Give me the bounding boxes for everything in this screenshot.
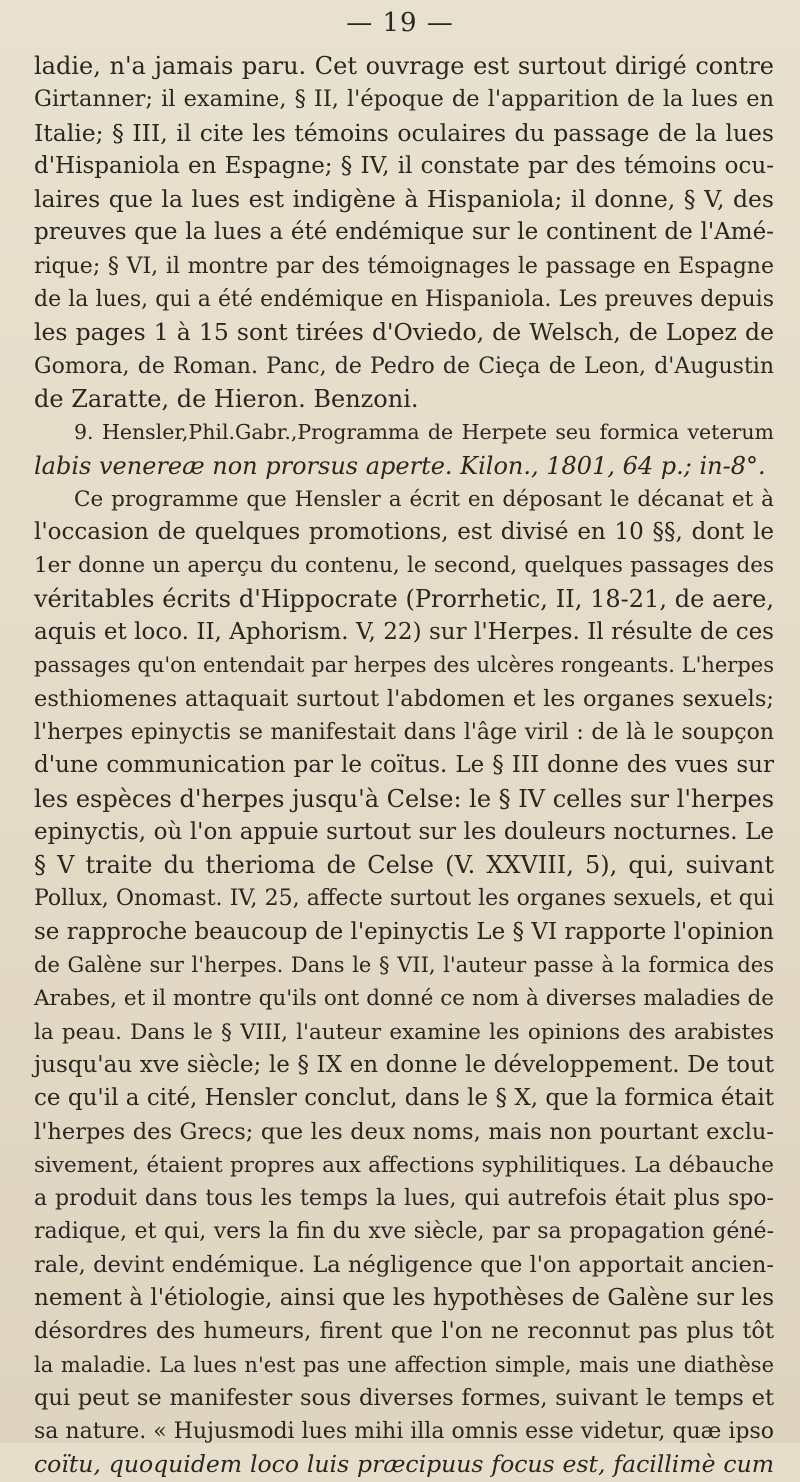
text-line: ce qu'il a cité, Hensler conclut, dans le § X, que la formica était [34, 1085, 774, 1112]
bibliography-entry-title: labis venereæ non prorsus aperte. Kilon., 1801, 64 p.; in-8°. [34, 451, 766, 480]
text-line: a produit dans tous les temps la lues, qui autrefois était plus spo- [34, 1186, 774, 1212]
text-line: la maladie. La lues n'est pas une affection simple, mais une diathèse [34, 1352, 774, 1377]
page-number: — 19 — [346, 8, 454, 38]
text-line: radique, et qui, vers la fin du xve siècle, par sa propagation géné- [34, 1219, 774, 1245]
text-line: passages qu'on entendait par herpes des ulcères rongeants. L'herpes [34, 653, 774, 678]
text-line: la peau. Dans le § VIII, l'auteur examine les opinions des arabistes [34, 1019, 774, 1045]
text-line: de la lues, qui a été endémique en Hispaniola. Les preuves depuis [34, 287, 774, 313]
text-line: l'occasion de quelques promotions, est divisé en 10 §§, dont le [34, 519, 774, 546]
text-line: d'une communication par le coïtus. Le § III donne des vues sur [34, 752, 774, 779]
body-text [34, 50, 774, 1482]
text-line: epinyctis, où l'on appuie surtout sur les douleurs nocturnes. Le [34, 818, 774, 845]
text-line: esthiomenes attaquait surtout l'abdomen et les organes sexuels; [34, 685, 774, 712]
text-line: rique; § VI, il montre par des témoignages le passage en Espagne [34, 253, 774, 279]
bibliography-entry-heading: 9. Hensler,Phil.Gabr.,Programma de Herpete seu formica veterum [74, 420, 774, 445]
text-line: Italie; § III, il cite les témoins oculaires du passage de la lues [34, 118, 774, 147]
text-line: sa nature. « Hujusmodi lues mihi illa omnis esse videtur, quæ ipso [34, 1419, 774, 1445]
text-line: de Galène sur l'herpes. Dans le § VII, l'auteur passe à la formica des [34, 953, 774, 978]
text-line: aquis et loco. II, Aphorism. V, 22) sur l'Herpes. Il résulte de ces [34, 619, 774, 646]
text-line: Arabes, et il montre qu'ils ont donné ce nom à diverses maladies de [34, 986, 774, 1012]
text-line: de Zaratte, de Hieron. Benzoni. [34, 384, 419, 413]
text-line: Pollux, Onomast. IV, 25, affecte surtout les organes sexuels, et qui [34, 886, 774, 912]
text-line: coïtu, quoquidem loco luis præcipuus focus est, facillimè cum [34, 1450, 774, 1479]
text-line: ladie, n'a jamais paru. Cet ouvrage est surtout dirigé contre [34, 52, 774, 80]
text-line: véritables écrits d'Hippocrate (Prorrhetic, II, 18-21, de aere, [34, 584, 774, 613]
text-line: qui peut se manifester sous diverses formes, suivant le temps et [34, 1384, 774, 1411]
text-line: se rapproche beaucoup de l'epinyctis Le § VI rapporte l'opinion [34, 918, 774, 945]
text-line: rale, devint endémique. La négligence que l'on apportait ancien- [34, 1251, 774, 1278]
text-line: les pages 1 à 15 sont tirées d'Oviedo, de Welsch, de Lopez de [34, 318, 774, 347]
text-line: sivement, étaient propres aux affections syphilitiques. La débauche [34, 1152, 774, 1178]
text-line: l'herpes epinyctis se manifestait dans l'âge viril : de là le soupçon [34, 719, 774, 745]
text-line: d'Hispaniola en Espagne; § IV, il constate par des témoins ocu- [34, 152, 774, 179]
paragraph-start: Ce programme que Hensler a écrit en déposant le décanat et à [74, 486, 774, 512]
text-line: laires que la lues est indigène à Hispaniola; il donne, § V, des [34, 185, 774, 214]
text-line: preuves que la lues a été endémique sur le continent de l'Amé- [34, 219, 774, 246]
text-line: § V traite du therioma de Celse (V. XXVIII, 5), qui, suivant [34, 851, 774, 880]
text-line: Girtanner; il examine, § II, l'époque de l'apparition de la lues en [34, 86, 774, 113]
text-line: nement à l'étiologie, ainsi que les hypothèses de Galène sur les [34, 1284, 774, 1311]
text-line: 1er donne un aperçu du contenu, le second, quelques passages des [34, 553, 774, 579]
text-line: désordres des humeurs, firent que l'on ne reconnut pas plus tôt [34, 1318, 774, 1345]
text-line: les espèces d'herpes jusqu'à Celse: le § IV celles sur l'herpes [34, 784, 775, 813]
text-line: jusqu'au xve siècle; le § IX en donne le développement. De tout [34, 1051, 774, 1078]
text-line: l'herpes des Grecs; que les deux noms, mais non pourtant exclu- [34, 1118, 774, 1145]
text-line: Gomora, de Roman. Panc, de Pedro de Cieça de Leon, d'Augustin [34, 353, 774, 379]
